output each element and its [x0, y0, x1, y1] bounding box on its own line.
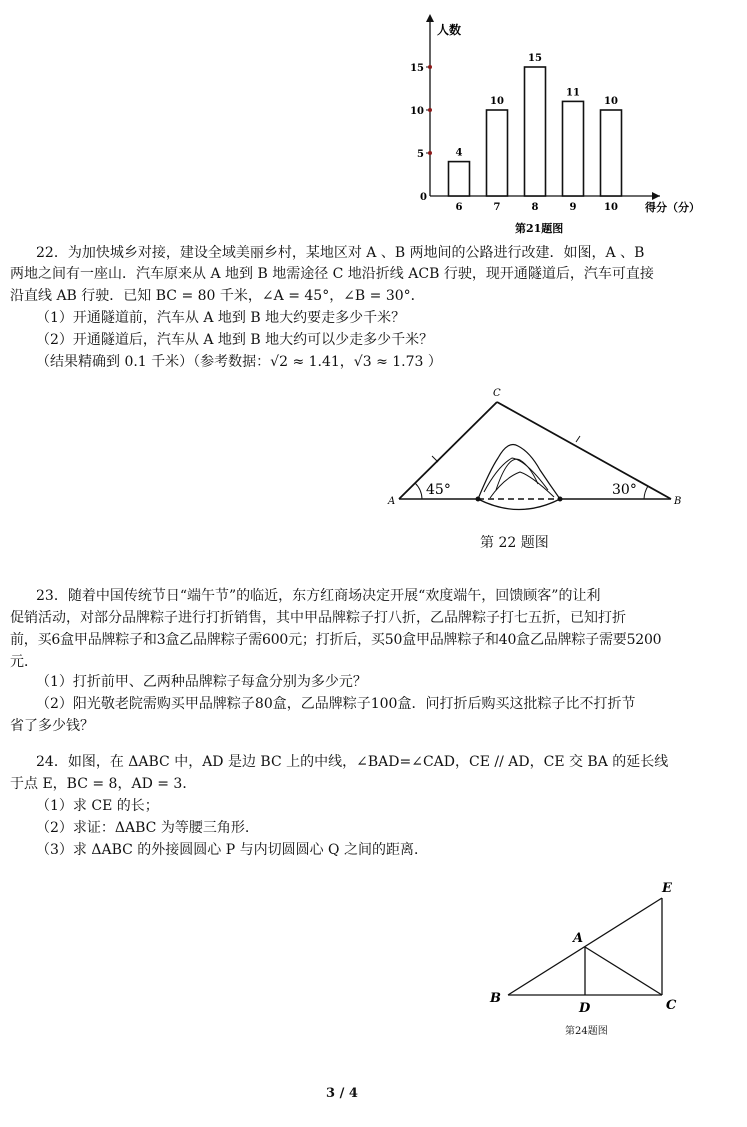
q22-sub1: （1）开通隧道前，汽车从 A 地到 B 地大约要走多少千米？ [36, 310, 406, 326]
label-a: A [388, 496, 396, 507]
bar [487, 110, 508, 196]
bar-value-label: 10 [490, 96, 504, 107]
q24-caption: 第24题图 [565, 1026, 608, 1037]
q23-line4: 元． [10, 654, 38, 670]
label-e: E [662, 881, 672, 896]
angle-arc-a [415, 483, 422, 499]
q24-sub2: （2）求证：ΔABC 为等腰三角形. [36, 820, 250, 836]
y-tick-dot [428, 65, 432, 69]
tick-ac [432, 456, 438, 462]
y-axis-label: 人数 [437, 23, 462, 37]
y-tick-label: 10 [410, 106, 424, 117]
angle-label-b: 30° [612, 482, 637, 498]
q24-line1: 24．如图，在 ΔABC 中，AD 是边 BC 上的中线，∠BAD=∠CAD，CE // AD，CE 交 BA 的延长线 [36, 754, 669, 770]
bar-value-label: 11 [566, 87, 580, 99]
tunnel-end-right [558, 497, 563, 502]
mountain-ridge-3 [496, 459, 538, 490]
q22-line3: 沿直线 AB 行驶．已知 BC = 80 千米，∠A = 45°，∠B = 30°． [10, 288, 425, 304]
q23-line3: 前，买6盒甲品牌粽子和3盒乙品牌粽子需600元；打折后，买50盒甲品牌粽子和40盒乙品牌粽子需要5200 [10, 632, 662, 648]
x-tick-label: 10 [604, 202, 618, 213]
q22-caption: 第 22 题图 [480, 535, 549, 551]
q23-sub1: （1）打折前甲、乙两种品牌粽子每盒分别为多少元？ [36, 674, 367, 690]
label-c: C [493, 388, 501, 399]
label-b: B [674, 496, 682, 507]
q24-sub1: （1）求 CE 的长； [36, 798, 159, 814]
bar-value-label: 4 [455, 147, 463, 159]
x-tick-label: 8 [531, 202, 539, 213]
chart-caption: 第21题图 [515, 222, 564, 235]
label-c: C [666, 998, 677, 1013]
mountain-ridge-1 [484, 458, 548, 492]
segment-cb [497, 402, 671, 499]
bar-chart-q21 [0, 0, 747, 245]
q23-sub2a: （2）阳光敬老院需购买甲品牌粽子80盒，乙品牌粽子100盒．问打折后购买这批粽子比不打折节 [36, 696, 636, 712]
q24-line2: 于点 E，BC = 8，AD = 3． [10, 776, 197, 792]
x-tick-label: 9 [569, 202, 577, 213]
angle-arc-b [644, 486, 648, 499]
q22-sub2: （2）开通隧道后，汽车从 A 地到 B 地大约可以少走多少千米？ [36, 332, 434, 348]
x-tick-label: 7 [493, 202, 501, 213]
y-tick-dot [428, 151, 432, 155]
q22-line1: 22．为加快城乡对接，建设全域美丽乡村，某地区对 A 、B 两地间的公路进行改建．如图，A 、B [36, 245, 645, 261]
q23-line2: 促销活动，对部分品牌粽子进行打折销售，其中甲品牌粽子打八折，乙品牌粽子打七五折，已知打折 [10, 610, 626, 626]
mountain-base-arc [478, 499, 560, 510]
y-axis-arrow [426, 14, 434, 22]
q23-sub2b: 省了多少钱？ [10, 718, 94, 734]
page-number: 3 / 4 [326, 1086, 358, 1101]
y-tick-label: 5 [417, 149, 424, 160]
x-axis-arrow [652, 192, 660, 200]
y-tick-dot [428, 108, 432, 112]
bar-value-label: 10 [604, 96, 618, 107]
q23-line1: 23．随着中国传统节日“端午节”的临近，东方红商场决定开展“欢度端午，回馈顾客”的让利 [36, 588, 601, 604]
q22-line2: 两地之间有一座山．汽车原来从 A 地到 B 地需途径 C 地沿折线 ACB 行驶，现开通隧道后，汽车可直接 [10, 266, 654, 282]
x-tick-label: 6 [455, 202, 463, 213]
angle-label-a: 45° [426, 482, 451, 498]
q22-note: （结果精确到 0.1 千米）（参考数据：√2 ≈ 1.41，√3 ≈ 1.73 ） [36, 354, 442, 370]
label-b: B [490, 991, 501, 1006]
origin-label: 0 [420, 192, 427, 203]
label-a: A [573, 931, 584, 946]
tick-cb [576, 436, 580, 442]
x-axis-label: 得分（分） [645, 201, 700, 214]
bar [525, 67, 546, 196]
bar [563, 101, 584, 196]
tunnel-end-left [476, 497, 481, 502]
segment-ac [585, 947, 662, 995]
y-tick-label: 15 [410, 63, 424, 74]
q24-sub3: （3）求 ΔABC 的外接圆圆心 P 与内切圆圆心 Q 之间的距离． [36, 842, 428, 858]
bar-value-label: 15 [528, 53, 542, 64]
q24-figure [480, 870, 700, 1040]
label-d: D [579, 1001, 591, 1016]
bar [449, 162, 470, 196]
bar [601, 110, 622, 196]
